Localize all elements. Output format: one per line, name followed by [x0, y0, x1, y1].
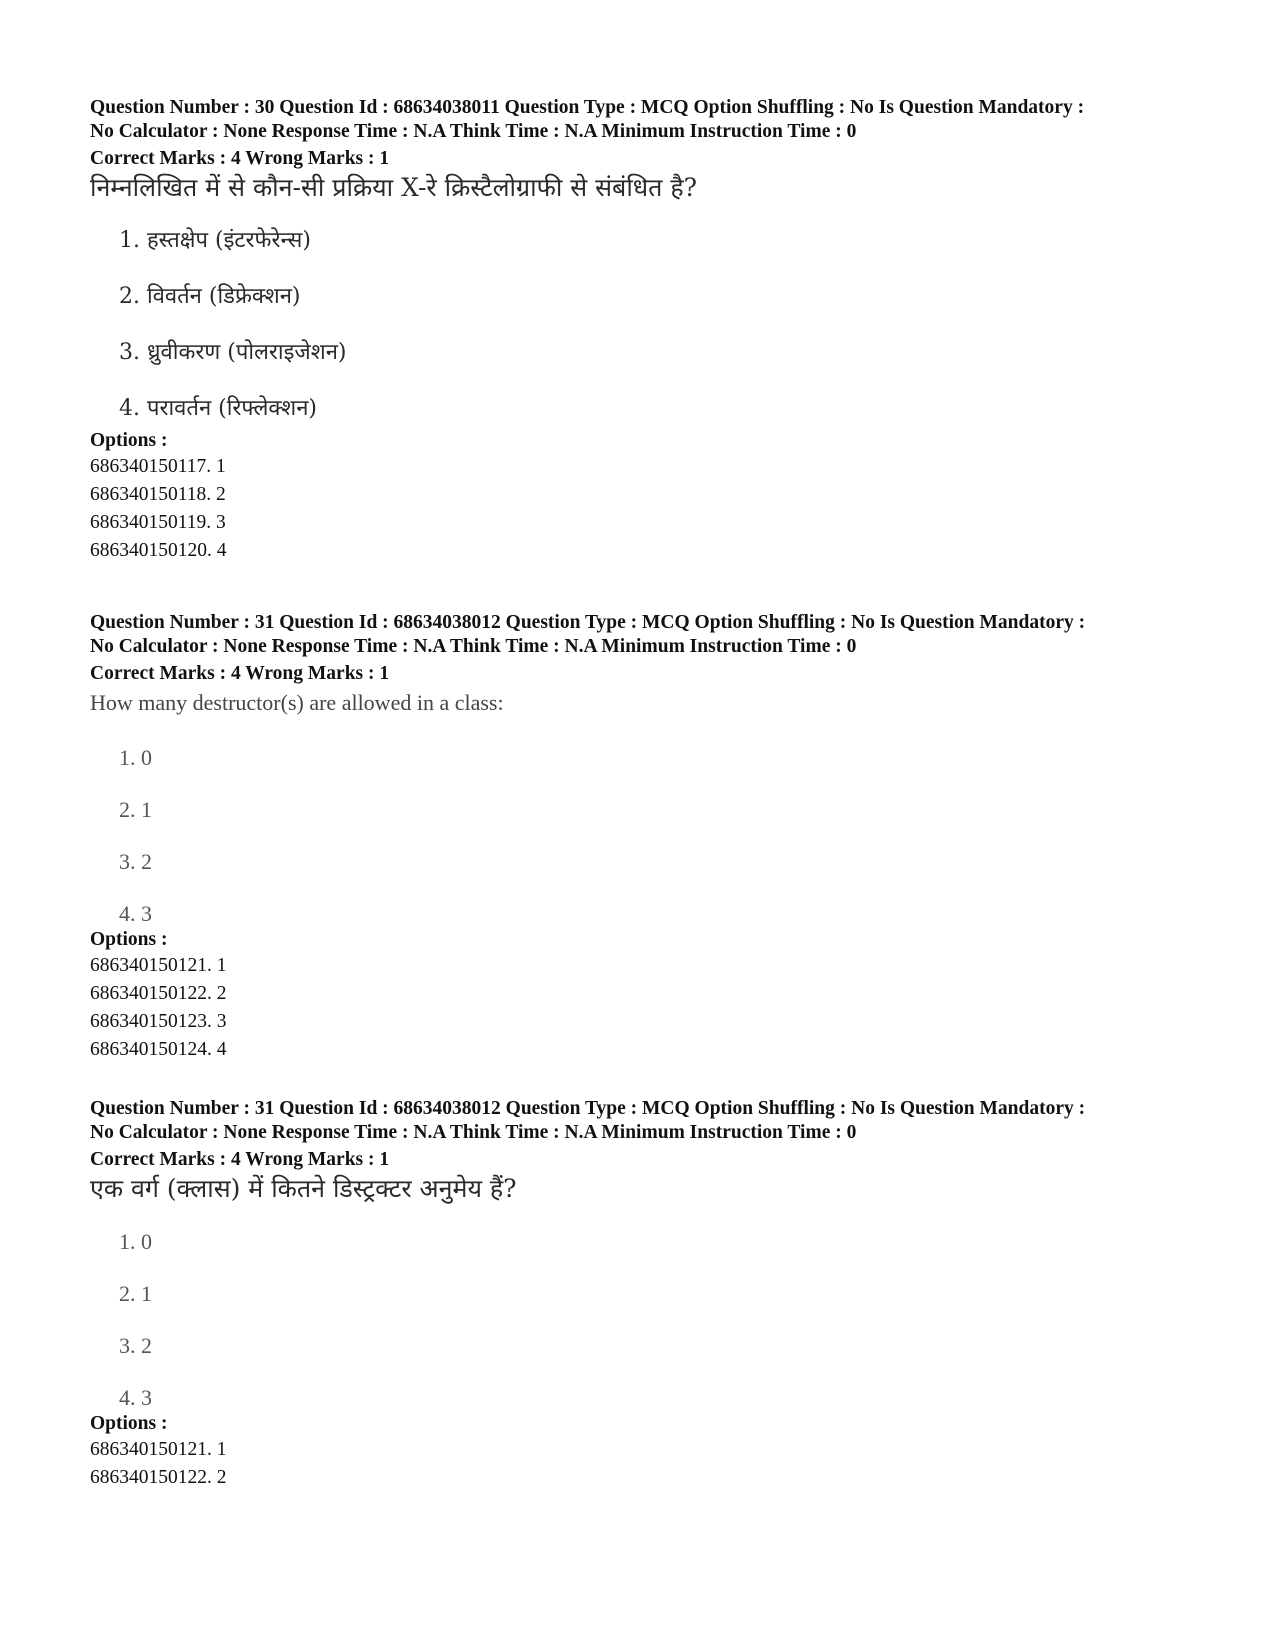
- question-block-30: [90, 96, 1210, 565]
- choice-item: 1. 0: [119, 745, 152, 770]
- question-text: एक वर्ग (क्लास) में कितने डिस्ट्रक्टर अनुमेय हैं?: [90, 1174, 517, 1203]
- question-meta: Question Number : 31 Question Id : 68634038012 Question Type : MCQ Option Shuffling : No Is Question Mandatory : No Calculator : None Response Time : N.A Think Time : N.A Minimum Instruction Time : 0: [90, 1098, 1086, 1143]
- question-text: निम्नलिखित में से कौन-सी प्रक्रिया X-रे क्रिस्टैलोग्राफी से संबंधित है?: [90, 173, 698, 202]
- option-item: 686340150117. 1: [90, 456, 226, 477]
- choice-item: 1. हस्तक्षेप (इंटरफेरेन्स): [119, 228, 311, 253]
- choice-list: [90, 213, 1210, 437]
- question-image: [90, 1172, 1210, 1424]
- question-marks: Correct Marks : 4 Wrong Marks : 1: [90, 1149, 390, 1170]
- option-item: 686340150118. 2: [90, 484, 226, 505]
- question-meta: Question Number : 31 Question Id : 68634038012 Question Type : MCQ Option Shuffling : No Is Question Mandatory : No Calculator : None Response Time : N.A Think Time : N.A Minimum Instruction Time : 0: [90, 612, 1086, 657]
- choice-item: 4. परावर्तन (रिफ्लेक्शन): [119, 396, 317, 421]
- question-marks: Correct Marks : 4 Wrong Marks : 1: [90, 148, 390, 169]
- question-image: [90, 171, 1210, 437]
- option-item: 686340150121. 1: [90, 955, 227, 976]
- choice-item: 4. 3: [119, 1385, 152, 1410]
- option-item: 686340150122. 2: [90, 1467, 227, 1488]
- question-block-31-en: [90, 611, 1210, 1064]
- option-item: 686340150120. 4: [90, 540, 227, 561]
- choice-list: [90, 732, 1210, 940]
- question-block-31-hi: [90, 1097, 1210, 1492]
- option-item: 686340150122. 2: [90, 983, 227, 1004]
- question-marks: Correct Marks : 4 Wrong Marks : 1: [90, 663, 390, 684]
- choice-item: 2. विवर्तन (डिफ्रेक्शन): [119, 284, 301, 309]
- choice-item: 2. 1: [119, 1281, 152, 1306]
- choice-item: 4. 3: [119, 901, 152, 926]
- options-label: Options :: [90, 929, 168, 950]
- choice-item: 1. 0: [119, 1229, 152, 1254]
- choice-item: 3. 2: [119, 1333, 152, 1358]
- options-label: Options :: [90, 1413, 168, 1434]
- option-item: 686340150121. 1: [90, 1439, 227, 1460]
- question-text: How many destructor(s) are allowed in a class:: [90, 690, 504, 715]
- choice-item: 3. 2: [119, 849, 152, 874]
- choice-item: 3. ध्रुवीकरण (पोलराइजेशन): [119, 340, 347, 365]
- option-item: 686340150123. 3: [90, 1011, 227, 1032]
- question-image: [90, 686, 1210, 940]
- options-label: Options :: [90, 430, 168, 451]
- option-item: 686340150124. 4: [90, 1039, 227, 1060]
- question-meta: Question Number : 30 Question Id : 68634038011 Question Type : MCQ Option Shuffling : No Is Question Mandatory : No Calculator : None Response Time : N.A Think Time : N.A Minimum Instruction Time : 0: [90, 97, 1085, 142]
- choice-item: 2. 1: [119, 797, 152, 822]
- choice-list: [90, 1216, 1210, 1424]
- option-item: 686340150119. 3: [90, 512, 226, 533]
